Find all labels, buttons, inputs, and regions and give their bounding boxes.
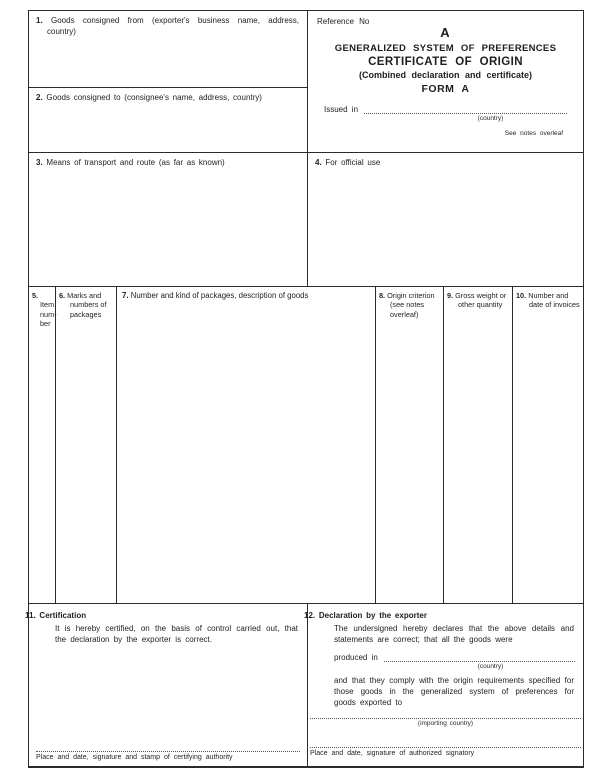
certifying-signature-hint: Place and date, signature and stamp of certifying authority <box>36 754 233 761</box>
box1-label-text: Goods consigned from (exporter's business name, address, country) <box>47 16 299 36</box>
col6-label: Marks and numbers of packages <box>67 291 107 319</box>
issued-in-row <box>324 104 567 114</box>
produced-in-country-hint: (country) <box>477 663 504 671</box>
box3-label-text: Means of transport and route (as far as known) <box>46 158 225 167</box>
issued-in-label: Issued in <box>324 105 359 114</box>
column-origin-criterion[interactable] <box>375 286 444 604</box>
certification-title: Certification <box>39 611 87 620</box>
produced-in-label: produced in <box>334 653 378 663</box>
certifying-signature-field[interactable] <box>36 749 300 752</box>
declaration-body-2: and that they comply with the origin requirements specified for those goods in the generalized system of preferences for goods exported to <box>334 676 574 708</box>
field-goods-consigned-from[interactable] <box>28 10 308 88</box>
box4-label-text: For official use <box>325 158 381 167</box>
title-form-a: FORM A <box>421 83 470 95</box>
box1-label <box>29 11 307 37</box>
issued-in-country-hint: (country) <box>477 115 504 122</box>
col10-number: 10. <box>516 291 527 300</box>
col9-label: Gross weight or other quantity <box>455 291 507 310</box>
col8-number: 8. <box>379 291 386 300</box>
box1-number: 1. <box>36 16 43 25</box>
column-invoices[interactable] <box>512 286 584 604</box>
box4-number: 4. <box>315 158 322 167</box>
box3-number: 3. <box>36 158 43 167</box>
certification-body: It is hereby certified, on the basis of control carried out, that the declaration by the exporter is correct. <box>55 624 298 645</box>
column-marks-numbers[interactable] <box>55 286 117 604</box>
field-for-official-use[interactable] <box>307 152 584 287</box>
box2-number: 2. <box>36 93 43 102</box>
declaration-title: Declaration by the exporter <box>318 611 427 620</box>
col9-header <box>444 287 512 310</box>
box3-label <box>29 153 307 169</box>
col6-number: 6. <box>59 291 66 300</box>
col7-header <box>117 287 375 301</box>
importing-country-hint: (importing country) <box>417 720 474 728</box>
issued-in-field[interactable] <box>364 104 567 114</box>
produced-in-row <box>334 652 575 662</box>
exporter-signature-hint: Place and date, signature of authorized signatory <box>310 750 475 758</box>
certification-number: 11. <box>25 611 36 620</box>
certifying-signature-block <box>36 749 300 761</box>
reference-no-label: Reference No <box>317 17 370 26</box>
col7-number: 7. <box>122 291 129 300</box>
col7-label: Number and kind of packages, description of goods <box>130 291 309 300</box>
col10-label: Number and date of invoices <box>528 291 580 310</box>
title-gsp: GENERALIZED SYSTEM OF PREFERENCES <box>334 43 557 54</box>
field-means-of-transport[interactable] <box>28 152 308 287</box>
exporter-signature-field[interactable] <box>310 745 581 748</box>
title-certificate-of-origin: CERTIFICATE OF ORIGIN <box>368 56 523 68</box>
exported-to-field[interactable] <box>310 716 581 719</box>
col10-header <box>513 287 583 310</box>
section-declaration <box>304 603 584 768</box>
spacer <box>308 727 583 745</box>
col8-label: Origin criterion (see notes overleaf) <box>387 291 435 319</box>
column-packages-description[interactable] <box>116 286 376 604</box>
produced-in-field[interactable] <box>384 652 575 662</box>
col5-header <box>29 287 55 329</box>
col9-number: 9. <box>447 291 454 300</box>
declaration-body-1: The undersigned hereby declares that the above details and statements are correct; that all the goods were <box>334 624 574 645</box>
certification-title-row <box>25 604 307 620</box>
section-certification <box>25 603 308 768</box>
box2-label <box>29 88 307 104</box>
box2-label-text: Goods consigned to (consignee's name, address, country) <box>46 93 262 102</box>
col5-label: Item num- ber <box>40 300 57 329</box>
title-combined: (Combined declaration and certificate) <box>358 70 533 80</box>
see-notes-overleaf: See notes overleaf <box>504 130 563 137</box>
declaration-number: 12. <box>304 611 316 620</box>
col8-header <box>376 287 443 319</box>
box4-label <box>308 153 583 169</box>
title-box <box>307 10 584 153</box>
declaration-title-row <box>304 604 583 620</box>
field-goods-consigned-to[interactable] <box>28 87 308 153</box>
col5-number: 5. <box>32 291 39 300</box>
form-letter: A <box>440 25 451 40</box>
col6-header <box>56 287 116 319</box>
column-gross-weight[interactable] <box>443 286 513 604</box>
column-item-number[interactable] <box>28 286 56 604</box>
